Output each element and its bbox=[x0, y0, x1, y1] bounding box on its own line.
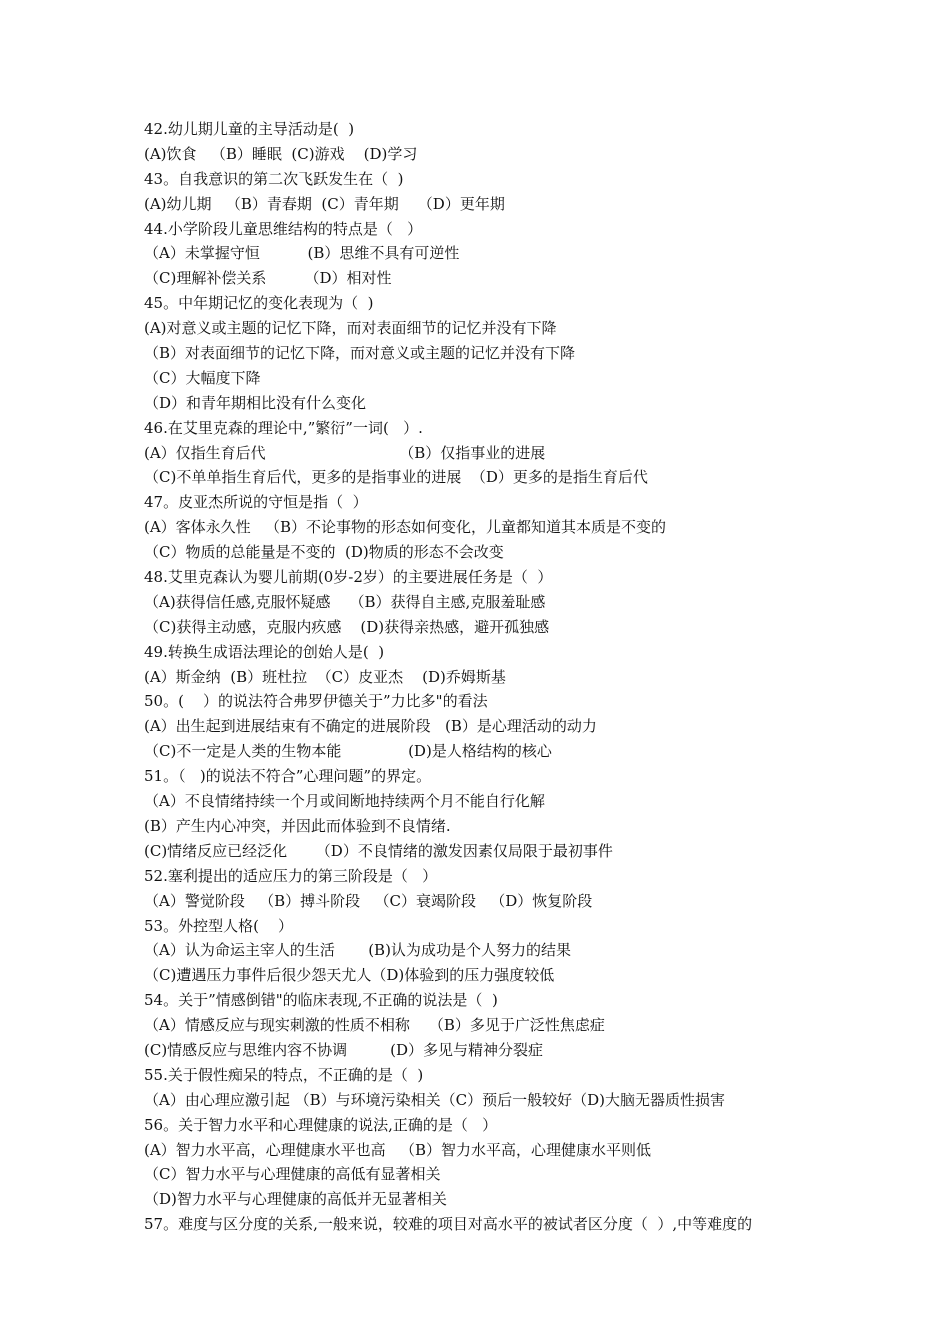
option-line: (A）出生起到进展结束有不确定的进展阶段 (B）是心理活动的动力 bbox=[144, 717, 597, 736]
question-line: 46.在艾里克森的理论中,”繁衍”一词( ）. bbox=[144, 418, 423, 437]
question-line: 55.关于假性痴呆的特点，不正确的是（ ) bbox=[144, 1065, 424, 1084]
question-line: 44.小学阶段儿童思维结构的特点是（ ） bbox=[144, 219, 423, 238]
question-line: 42.幼儿期儿童的主导活动是( ) bbox=[144, 120, 355, 138]
option-line: （A）警觉阶段 （B）搏斗阶段 （C）衰竭阶段 （D）恢复阶段 bbox=[144, 891, 593, 910]
option-line: (A）仅指生育后代 （B）仅指事业的进展 bbox=[144, 443, 546, 462]
option-line: （A）情感反应与现实刺激的性质不相称 （B）多见于广泛性焦虑症 bbox=[144, 1016, 605, 1035]
option-line: (A）斯金纳 (B）班杜拉 （C）皮亚杰 (D)乔姆斯基 bbox=[144, 667, 506, 686]
option-line: (A）客体永久性 （B）不论事物的形态如何变化，儿童都知道其本质是不变的 bbox=[144, 518, 667, 537]
question-line: 57。难度与区分度的关系,一般来说，较难的项目对高水平的被试者区分度（ ）,中等难度的 bbox=[144, 1215, 753, 1234]
option-line: (A)饮食 （B）睡眠 (C)游戏 (D)学习 bbox=[144, 144, 418, 163]
question-line: 53。外控型人格( ） bbox=[144, 916, 294, 935]
option-line: （C）大幅度下降 bbox=[144, 368, 261, 387]
option-line: （C)不单单指生育后代，更多的是指事业的进展 （D）更多的是指生育后代 bbox=[144, 468, 648, 487]
option-line: (A）智力水平高，心理健康水平也高 （B）智力水平高，心理健康水平则低 bbox=[144, 1140, 652, 1159]
option-line: （B）对表面细节的记忆下降，而对意义或主题的记忆并没有下降 bbox=[144, 344, 576, 363]
question-line: 50。( ）的说法符合弗罗伊德关于”力比多"的看法 bbox=[144, 692, 488, 711]
option-line: (A)对意义或主题的记忆下降，而对表面细节的记忆并没有下降 bbox=[144, 319, 557, 338]
option-line: （C）智力水平与心理健康的高低有显著相关 bbox=[144, 1165, 441, 1184]
option-line: (A)幼儿期 （B）青春期 (C）青年期 （D）更年期 bbox=[144, 194, 505, 213]
option-line: （C)不一定是人类的生物本能 (D)是人格结构的核心 bbox=[144, 742, 552, 761]
option-line: （C）物质的总能量是不变的 (D)物质的形态不会改变 bbox=[144, 543, 504, 562]
question-line: 49.转换生成语法理论的创始人是( ) bbox=[144, 642, 385, 661]
option-line: （C)遭遇压力事件后很少怨天尤人（D)体验到的压力强度较低 bbox=[144, 966, 555, 985]
question-line: 51。（ )的说法不符合”心理问题”的界定。 bbox=[144, 767, 432, 786]
option-line: （A）由心理应激引起 （B）与环境污染相关（C）预后一般较好（D)大脑无器质性损害 bbox=[144, 1090, 725, 1109]
option-line: (B）产生内心冲突，并因此而体验到不良情绪. bbox=[144, 816, 451, 835]
question-line: 47。皮亚杰所说的守恒是指（ ） bbox=[144, 493, 368, 512]
question-line: 43。自我意识的第二次飞跃发生在（ ) bbox=[144, 169, 404, 188]
document-body bbox=[144, 117, 844, 1237]
question-line: 52.塞利提出的适应压力的第三阶段是（ ） bbox=[144, 866, 438, 885]
question-line: 54。关于”情感倒错"的临床表现,不正确的说法是（ ) bbox=[144, 991, 498, 1010]
question-line: 56。关于智力水平和心理健康的说法,正确的是（ ） bbox=[144, 1115, 498, 1134]
option-line: （A）未掌握守恒 (B）思维不具有可逆性 bbox=[144, 244, 460, 263]
option-line: (C)情感反应与思维内容不协调 (D）多见与精神分裂症 bbox=[144, 1040, 543, 1059]
option-line: (C)情绪反应已经泛化 （D）不良情绪的激发因素仅局限于最初事件 bbox=[144, 841, 613, 860]
question-line: 45。中年期记忆的变化表现为（ ) bbox=[144, 294, 374, 313]
option-line: （C)理解补偿关系 （D）相对性 bbox=[144, 269, 392, 288]
option-line: （A）认为命运主宰人的生活 (B)认为成功是个人努力的结果 bbox=[144, 941, 571, 960]
question-line: 48.艾里克森认为婴儿前期(0岁-2岁）的主要进展任务是（ ） bbox=[144, 568, 553, 587]
option-line: （A)获得信任感,克服怀疑感 （B）获得自主感,克服羞耻感 bbox=[144, 592, 546, 611]
option-line: （A）不良情绪持续一个月或间断地持续两个月不能自行化解 bbox=[144, 792, 545, 811]
option-line: （D)智力水平与心理健康的高低并无显著相关 bbox=[144, 1190, 447, 1209]
option-line: （D）和青年期相比没有什么变化 bbox=[144, 393, 367, 412]
option-line: （C)获得主动感，克服内疚感 (D)获得亲热感，避开孤独感 bbox=[144, 617, 550, 636]
